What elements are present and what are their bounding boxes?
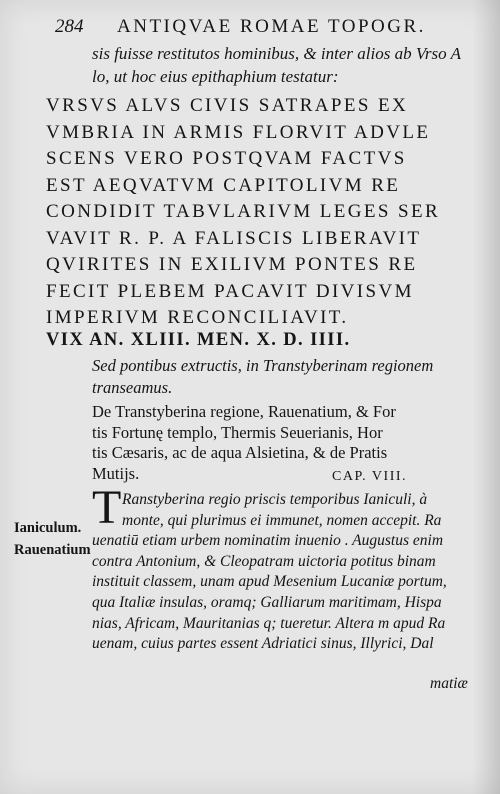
inscription-line: VRSVS ALVS CIVIS SATRAPES EX [46, 95, 409, 116]
inscription-line: SCENS VERO POSTQVAM FACTVS [46, 148, 407, 169]
inscription-line: CONDIDIT TABVLARIVM LEGES SER [46, 201, 441, 222]
running-title: ANTIQVAE ROMAE TOPOGR. [117, 16, 426, 37]
body-line: Ranstyberina regio priscis temporibus Ianiculi, à [122, 491, 428, 508]
body-line: monte, qui plurimus ei immunet, nomen accepit. Ra [122, 511, 442, 529]
chapter-heading-line: Mutijs. [92, 463, 140, 483]
page-header [55, 16, 475, 40]
epitaph-age-line: VIX AN. XLIII. MEN. X. D. IIII. [46, 330, 351, 350]
body-line: nias, Africam, Mauritanias q; tueretur. Altera m apud Ra [92, 614, 446, 632]
inscription-line: VMBRIA IN ARMIS FLORVIT ADVLE [46, 121, 431, 143]
chapter-heading-line: De Transtyberina regione, Rauenatium, & For [92, 402, 396, 421]
epitaph-inscription [46, 93, 466, 332]
intro-line: sis fuisse restitutos hominibus, & inter alios ab Vrso A [92, 44, 461, 63]
chapter-heading-line: tis Fortunę templo, Thermis Seuerianis, Hor [92, 422, 383, 442]
inscription-line: EST AEQVATVM CAPITOLIVM RE [46, 174, 401, 196]
inscription-line: FECIT PLEBEM PACAVIT DIVISVM [46, 280, 414, 302]
body-line: uenam, cuius partes essent Adriatici sinus, Illyrici, Dal [92, 635, 434, 653]
inscription-line: IMPERIVM RECONCILIAVIT. [46, 307, 349, 328]
transition-line: transeamus. [92, 378, 173, 397]
marginal-note: Rauenatium [14, 542, 91, 558]
transition-line: Sed pontibus extructis, in Transtyberinam regionem [92, 356, 434, 375]
chapter-heading [92, 402, 464, 484]
body-line: uenatiū etiam urbem nominatim inuenio . Augustus enim [92, 532, 444, 550]
page-edge-shadow [472, 0, 500, 794]
body-line: qua Italiæ insulas, oramq; Galliarum maritimam, Hispa [92, 593, 442, 611]
body-line: instituit classem, unam apud Mesenium Lucaniæ portum, [92, 573, 447, 591]
body-text [92, 490, 464, 655]
marginal-note: Ianiculum. [14, 520, 82, 536]
page-number: 284 [55, 16, 84, 37]
chapter-heading-line: tis Cæsaris, ac de aqua Alsietina, & de Pratis [92, 443, 388, 462]
chapter-number: CAP. VIII. [332, 469, 408, 484]
catchword: matiæ [430, 675, 468, 692]
inscription-line: QVIRITES IN EXILIVM PONTES RE [46, 254, 418, 275]
drop-cap: T [92, 481, 122, 534]
intro-line: lo, ut hoc eius epithaphium testatur: [92, 67, 339, 86]
body-line: contra Antonium, & Cleopatram uictoria potitus binam [92, 552, 436, 570]
inscription-line: VAVIT R. P. A FALISCIS LIBERAVIT [46, 227, 422, 249]
